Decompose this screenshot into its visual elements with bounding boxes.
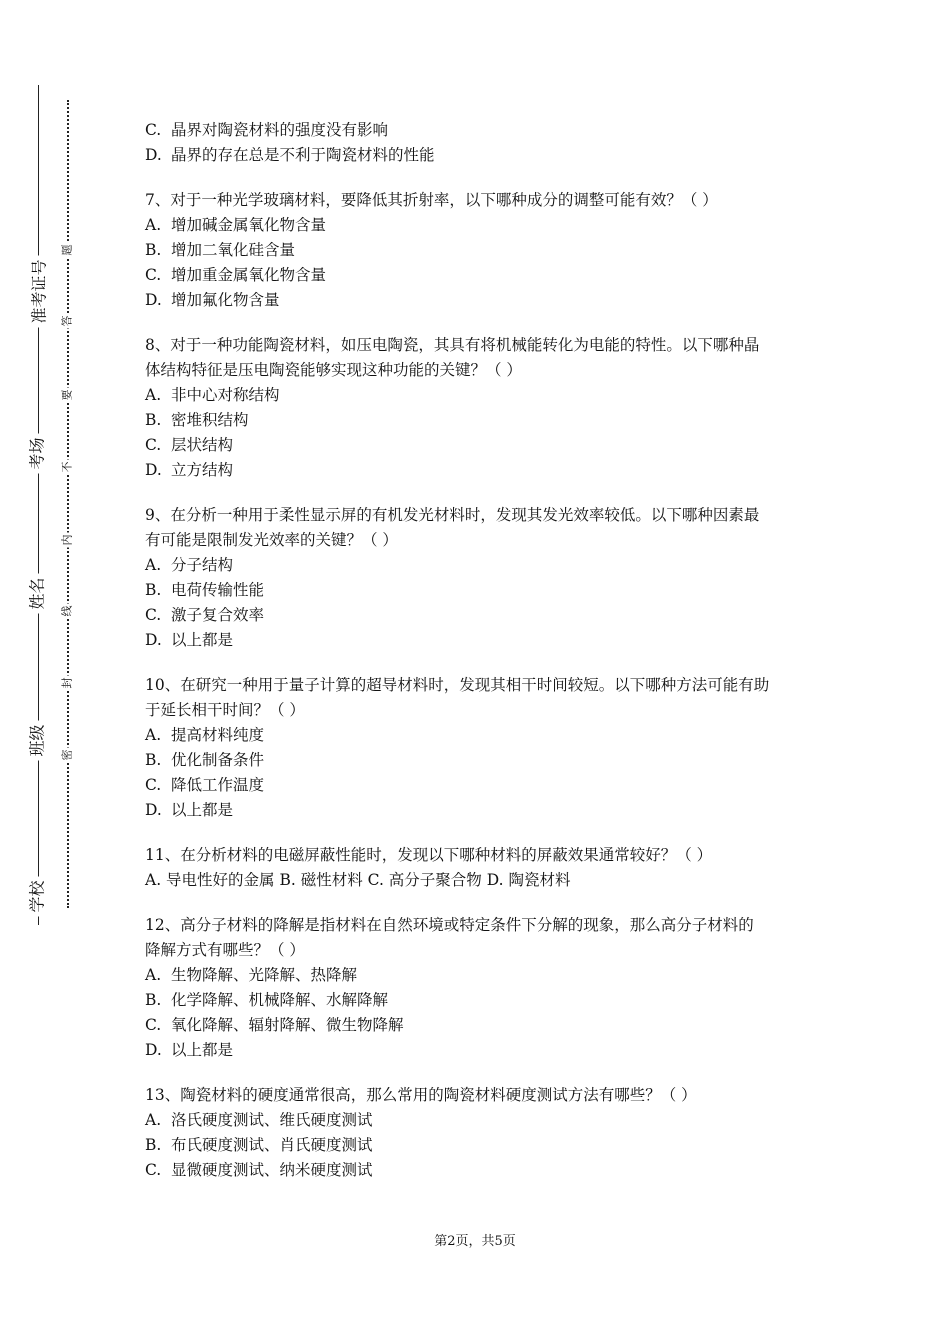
seal-char: 线 [60, 605, 74, 617]
option-text: 层状结构 [171, 436, 234, 454]
seal-char: 内 [60, 534, 74, 546]
option-line [145, 1133, 825, 1158]
label-exam-room: 考场 [23, 433, 50, 473]
option-letter: D. [145, 1041, 162, 1059]
option-line [145, 723, 825, 748]
seal-char: 封 [60, 677, 74, 689]
option-letter: D. [145, 631, 162, 649]
question-11 [145, 843, 825, 893]
option-text: 显微硬度测试、纳米硬度测试 [171, 1161, 373, 1179]
option-line [145, 773, 825, 798]
question-7 [145, 188, 825, 313]
seal-char: 题 [60, 244, 74, 256]
option-text: 降低工作温度 [171, 776, 265, 794]
option-line [145, 963, 825, 988]
option-line [145, 433, 825, 458]
option-line [145, 603, 825, 628]
option-line [145, 408, 825, 433]
option-text: 氧化降解、辐射降解、微生物降解 [171, 1016, 404, 1034]
option-text: 立方结构 [171, 461, 234, 479]
option-line [145, 263, 825, 288]
option-text: 以上都是 [171, 801, 234, 819]
option-letter: B. [145, 411, 162, 429]
option-line [145, 748, 825, 773]
option-text: 以上都是 [171, 1041, 234, 1059]
option-letter: D. [145, 291, 162, 309]
question-stem: 于延长相干时间？（ ） [145, 701, 305, 719]
option-letter: D. [145, 461, 162, 479]
option-text: 分子结构 [171, 556, 234, 574]
option-letter: A. [145, 386, 162, 404]
binding-dotted-line [67, 100, 69, 908]
option-line [145, 798, 825, 823]
option-letter: A. [145, 1111, 162, 1129]
option-letter: C. [145, 606, 162, 624]
option-line [145, 143, 825, 168]
question-stem: 8、对于一种功能陶瓷材料，如压电陶瓷，其具有将机械能转化为电能的特性。以下哪种晶 [145, 336, 760, 354]
option-letter: C. [145, 776, 162, 794]
option-line [145, 988, 825, 1013]
option-text: 洛氏硬度测试、维氏硬度测试 [171, 1111, 373, 1129]
question-stem: 体结构特征是压电陶瓷能够实现这种功能的关键？（ ） [145, 361, 522, 379]
seal-char: 密 [60, 749, 74, 761]
question-stem: 有可能是限制发光效率的关键？（ ） [145, 531, 398, 549]
question-9 [145, 503, 825, 653]
option-letter: C. [145, 121, 162, 139]
label-name: 姓名 [23, 573, 50, 613]
question-stem: 9、在分析一种用于柔性显示屏的有机发光材料时，发现其发光效率较低。以下哪种因素最 [145, 506, 760, 524]
question-8 [145, 333, 825, 483]
option-letter: A. [145, 556, 162, 574]
label-exam-id: 准考证号 [25, 255, 52, 327]
option-line [145, 1108, 825, 1133]
option-text: 激子复合效率 [171, 606, 265, 624]
label-class: 班级 [23, 720, 50, 760]
question-stem: 10、在研究一种用于量子计算的超导材料时，发现其相干时间较短。以下哪种方法可能有助 [145, 676, 770, 694]
page-footer: 第2页，共5页 [434, 1234, 516, 1249]
option-line [145, 1038, 825, 1063]
option-letter: B. [145, 1136, 162, 1154]
label-school: 学校 [23, 876, 50, 916]
option-letter: D. [145, 146, 162, 164]
option-text: 增加重金属氧化物含量 [171, 266, 327, 284]
option-line [145, 238, 825, 263]
option-line [145, 383, 825, 408]
option-letter: A. [145, 216, 162, 234]
option-text: 化学降解、机械降解、水解降解 [171, 991, 389, 1009]
option-letter: C. [145, 1016, 162, 1034]
question-stem: 13、陶瓷材料的硬度通常很高，那么常用的陶瓷材料硬度测试方法有哪些？（ ） [145, 1086, 697, 1104]
option-text: 优化制备条件 [171, 751, 265, 769]
option-letter: D. [145, 801, 162, 819]
option-letter: B. [145, 241, 162, 259]
question-stem: 11、在分析材料的电磁屏蔽性能时，发现以下哪种材料的屏蔽效果通常较好？（ ） [145, 846, 713, 864]
option-line [145, 628, 825, 653]
option-text: 密堆积结构 [171, 411, 249, 429]
option-line [145, 1158, 825, 1183]
question-10 [145, 673, 825, 823]
option-letter: C. [145, 436, 162, 454]
question-13 [145, 1083, 825, 1183]
option-text: 非中心对称结构 [171, 386, 280, 404]
option-letter: C. [145, 266, 162, 284]
option-line [145, 288, 825, 313]
option-text: 生物降解、光降解、热降解 [171, 966, 358, 984]
option-text: 增加二氧化硅含量 [171, 241, 296, 259]
question-stem: 降解方式有哪些？（ ） [145, 941, 305, 959]
option-letter: A. [145, 726, 162, 744]
option-line [145, 578, 825, 603]
question-12 [145, 913, 825, 1063]
option-line [145, 458, 825, 483]
seal-char: 答 [60, 315, 74, 327]
option-text: 布氏硬度测试、肖氏硬度测试 [171, 1136, 373, 1154]
option-line [145, 1013, 825, 1038]
option-text: 提高材料纯度 [171, 726, 265, 744]
seal-char: 要 [60, 389, 74, 401]
option-text: 以上都是 [171, 631, 234, 649]
option-text: 电荷传输性能 [171, 581, 265, 599]
option-text: 增加碱金属氧化物含量 [171, 216, 327, 234]
binding-solid-line [38, 85, 39, 925]
option-text: 晶界对陶瓷材料的强度没有影响 [171, 121, 389, 139]
option-line [145, 213, 825, 238]
question-stem: 12、高分子材料的降解是指材料在自然环境或特定条件下分解的现象，那么高分子材料的 [145, 916, 754, 934]
option-line [145, 553, 825, 578]
option-letter: B. [145, 581, 162, 599]
question-stem: 7、对于一种光学玻璃材料，要降低其折射率，以下哪种成分的调整可能有效？（ ） [145, 191, 718, 209]
question-content [145, 118, 825, 1183]
option-letter: C. [145, 1161, 162, 1179]
option-letter: B. [145, 751, 162, 769]
option-text: 增加氟化物含量 [171, 291, 280, 309]
option-text: 晶界的存在总是不利于陶瓷材料的性能 [171, 146, 435, 164]
option-letter: B. [145, 991, 162, 1009]
inline-options: A. 导电性好的金属 B. 磁性材料 C. 高分子聚合物 D. 陶瓷材料 [145, 871, 571, 889]
seal-char: 不 [60, 461, 74, 473]
option-letter: A. [145, 966, 162, 984]
option-line [145, 118, 825, 143]
